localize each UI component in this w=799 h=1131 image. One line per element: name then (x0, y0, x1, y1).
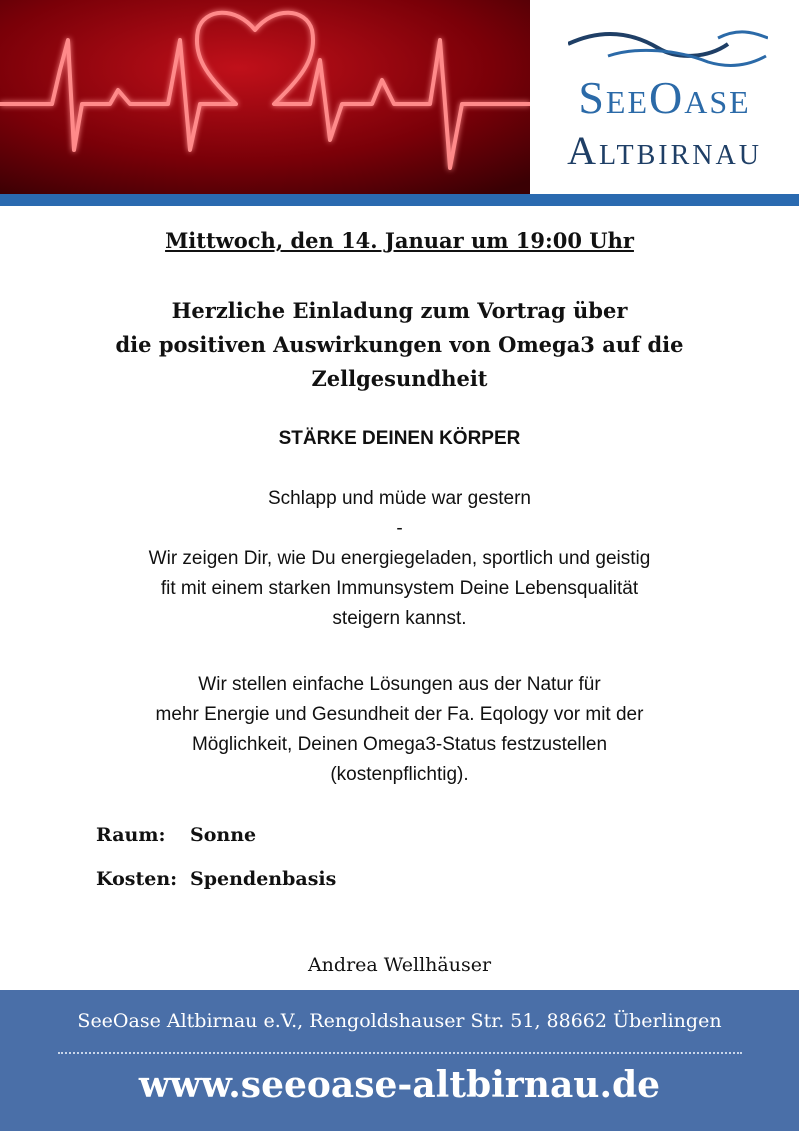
paragraph-line: steigern kannst. (332, 608, 467, 629)
room-value: Sonne (190, 824, 257, 846)
paragraph-line: fit mit einem starken Immunsystem Deine Lebensqualität (160, 578, 639, 599)
tagline: STÄRKE DEINEN KÖRPER (278, 428, 521, 449)
paragraph-line: - (396, 518, 403, 539)
invite-line: Herzliche Einladung zum Vortrag über (171, 298, 628, 323)
website-link[interactable]: www.seeoase-altbirnau.de (138, 1064, 661, 1106)
logo-subtitle: Altbirnau (567, 128, 762, 173)
room-label: Raum: (96, 824, 166, 846)
paragraph-line: Wir stellen einfache Lösungen aus der Natur für (198, 674, 601, 695)
room-info (96, 824, 256, 846)
invite-heading (0, 294, 799, 396)
paragraph-line: (kostenpflichtig). (330, 764, 469, 785)
cost-label: Kosten: (96, 868, 178, 890)
logo-title: SeeOase (578, 72, 751, 123)
event-date: Mittwoch, den 14. Januar um 19:00 Uhr (165, 228, 634, 253)
paragraph-line: mehr Energie und Gesundheit der Fa. Eqology vor mit der (155, 704, 644, 725)
heartbeat-banner-image (0, 0, 530, 194)
header (0, 0, 799, 206)
seeoase-logo (530, 0, 799, 194)
paragraph-line: Wir zeigen Dir, wie Du energiegeladen, sportlich und geistig (148, 548, 651, 569)
waves-icon (568, 22, 768, 72)
cost-value: Spendenbasis (190, 868, 337, 890)
footer (0, 990, 799, 1131)
paragraph-line: Möglichkeit, Deinen Omega3-Status festzustellen (191, 734, 608, 755)
header-divider (0, 194, 799, 206)
invite-line: die positiven Auswirkungen von Omega3 auf die (115, 332, 684, 357)
intro-paragraph (0, 484, 799, 634)
footer-divider (58, 1052, 742, 1054)
footer-address: SeeOase Altbirnau e.V., Rengoldshauser Str. 51, 88662 Überlingen (77, 1010, 722, 1032)
paragraph-line: Schlapp und müde war gestern (268, 488, 531, 509)
invite-line: Zellgesundheit (311, 366, 488, 391)
details-paragraph (0, 670, 799, 790)
cost-info (96, 868, 336, 890)
speaker-name: Andrea Wellhäuser (307, 954, 492, 976)
